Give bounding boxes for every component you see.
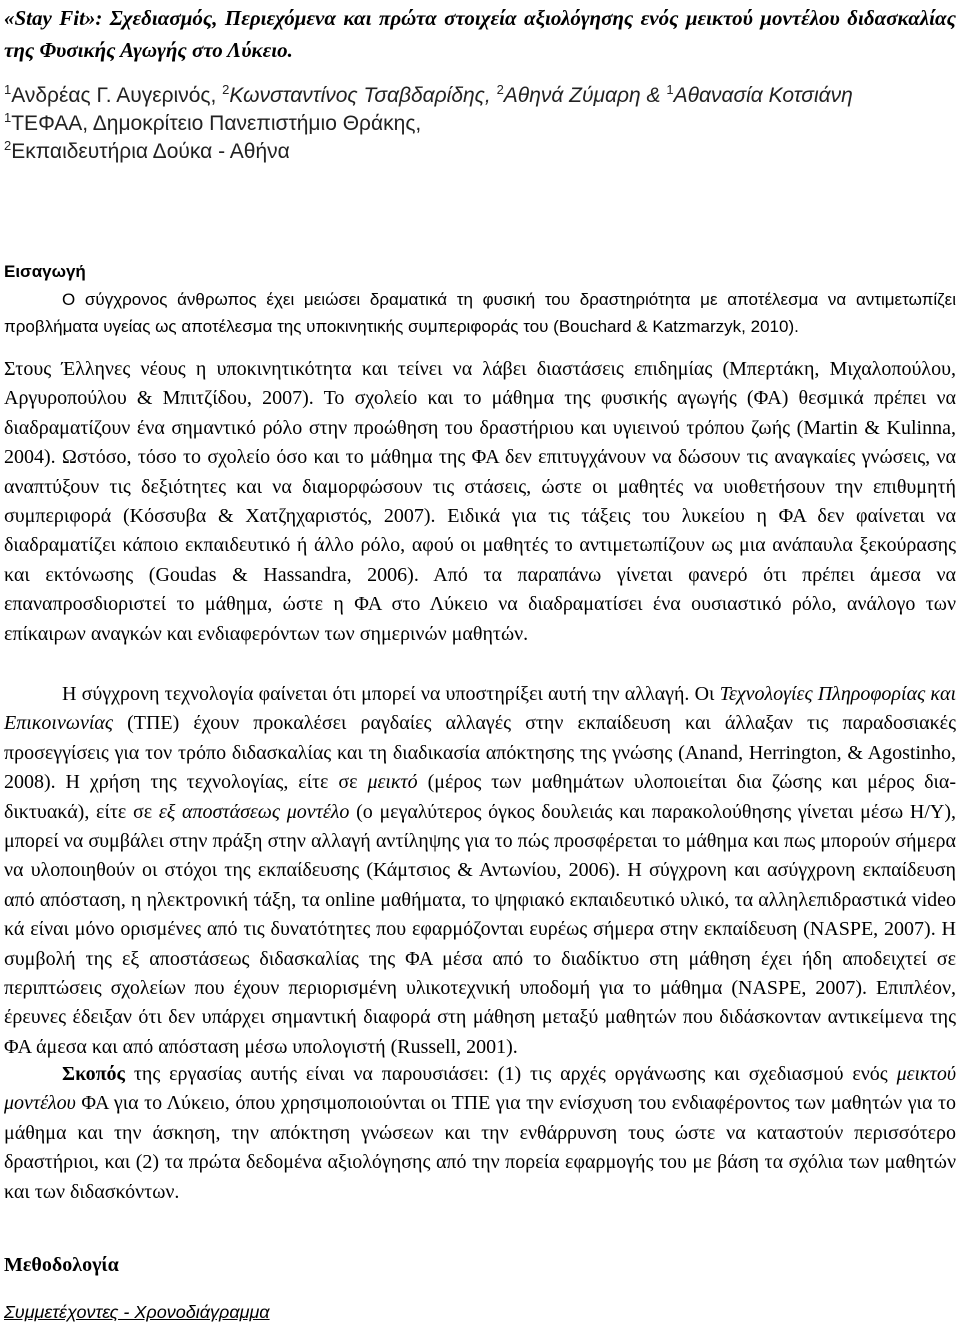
p2-italic-ict: Τεχνολογίες Πληροφορίας και Επικοινωνίας xyxy=(4,683,957,735)
affiliation-1 xyxy=(4,110,956,138)
aim-label: Σκοπός xyxy=(62,1063,125,1085)
intro-heading: Εισαγωγή xyxy=(4,262,86,281)
intro-paragraph-1: Ο σύγχρονος άνθρωπος έχει μειώσει δραματικά τη φυσική του δραστηριότητα με αποτέλεσμα να αντιμετωπίζει προβλήματα υγείας ως αποτέλεσμα της υποκινητικής συμπεριφοράς του (Bouchard & Katzmarzyk, 2010). xyxy=(4,290,956,336)
affiliation-mark: 2 xyxy=(4,138,12,153)
author-line xyxy=(4,82,956,110)
affiliation-mark: 1 xyxy=(4,82,12,97)
intro-paragraph-3 xyxy=(4,1060,956,1207)
participants-subheading: Συμμετέχοντες - Χρονοδιάγραμμα xyxy=(4,1302,270,1322)
p2-text-d: (ο μεγαλύτερος όγκος δουλειάς και παρακολούθησης γίνεται μέσω Η/Υ), μπορεί να συμβάλει στην πράξη στην αλλαγή αντίληψης για το πώς προσφέρεται το μάθημα και πως μπορούν σήμερα να υλοποιηθούν οι στόχοι της εκπαίδευσης (Κάμτσιος & Αντωνίου, 2006). Η σύγχρονη και ασύγχρονη εκπαίδευση από απόσταση, η ηλεκτρονική τάξη, τα online μαθήματα, το ψηφιακό εκπαιδευτικό υλικό, τα αλληλεπιδραστικά video κά είναι μόνο ορισμένες από τις δυνατότητες που εφαρμόζονται ευρέως σήμερα στην εκπαίδευση (NASPE, 2007). Η συμβολή της εξ αποστάσεως διδασκαλίας της ΦΑ μέσα από το διαδίκτυο στη μάθηση έχει ήδη αποδειχτεί σε περιπτώσεις σχολείων που έχουν περιορισμένη υλικοτεχνική υποδομή για το μάθημα (NASPE, 2007). Επιπλέον, έρευνες έδειξαν ότι δεν υπάρχει σημαντική διαφορά στη μάθηση μεταξύ μαθητών που διδάσκονταν αντικείμενα της ΦΑ άμεσα και από απόσταση μέσω υπολογιστή (Russell, 2001). xyxy=(4,800,956,1058)
paper-title xyxy=(4,2,956,66)
author-3: Αθηνά Ζύμαρη & xyxy=(503,84,667,107)
p2-text-b: (ΤΠΕ) έχουν προκαλέσει ραγδαίες αλλαγές στην εκπαίδευση και άλλαξαν τις παραδοσιακές προσεγγίσεις για τον τρόπο διδασκαλίας και τη διαδικασία απόκτησης της γνώσης (Anand, Herrington, & Agostinho, 2008). Η χρήση της τεχνολογίας, είτε σε xyxy=(4,712,956,794)
affiliation-1-text: ΤΕΦΑΑ, Δημοκρίτειο Πανεπιστήμιο Θράκης, xyxy=(11,112,422,135)
intro-paragraph-2 xyxy=(4,680,956,1062)
methodology-heading: Μεθοδολογία xyxy=(4,1254,119,1276)
title-lead: «Stay Fit» xyxy=(4,6,96,30)
affiliation-mark: 1 xyxy=(4,110,12,125)
intro-paragraph-1-continued: Στους Έλληνες νέους η υποκινητικότητα και τείνει να λάβει διαστάσεις επιδημίας (Μπερτάκη, Μιχαλοπούλου, Αργυροπούλου & Μπιτζίδου, 2007). Το σχολείο και το μάθημα της φυσικής αγωγής (ΦΑ) θεσμικά πρέπει να διαδραματίζουν ένα σημαντικό ρόλο στην προώθηση του δραστήριου και υγιεινού τρόπου ζωής (Martin & Kulinna, 2004). Ωστόσο, τόσο το σχολείο όσο και το μάθημα της ΦΑ δεν επιτυγχάνουν να δώσουν τις αναγκαίες γνώσεις, να αναπτύξουν τις δεξιότητες και να διαμορφώσουν τις στάσεις, ώστε οι μαθητές να υιοθετήσουν την επιθυμητή συμπεριφορά (Κόσσυβα & Χατζηχαριστός, 2007). Ειδικά για τις τάξεις του λυκείου η ΦΑ δεν φαίνεται να διαδραματίζει κάποιο εκπαιδευτικό ή άλλο ρόλο, αφού οι μαθητές το αντιμετωπίζουν ως μια ανάπαυλα ξεκούρασης και εκτόνωσης (Goudas & Hassandra, 2006). Από τα παραπάνω γίνεται φανερό ότι πρέπει άμεσα να επαναπροσδιοριστεί το μάθημα, ώστε η ΦΑ στο Λύκειο να διαδραματίσει ένα ουσιαστικό ρόλο, ανάλογο των επίκαιρων αναγκών και ενδιαφερόντων των σημερινών μαθητών. xyxy=(4,358,956,645)
p2-italic-distance: εξ αποστάσεως μοντέλο xyxy=(158,800,350,823)
p2-italic-mixed: μεικτό xyxy=(367,771,418,794)
affiliation-2-text: Εκπαιδευτήρια Δούκα - Αθήνα xyxy=(11,140,290,163)
affiliation-2 xyxy=(4,138,956,166)
author-1: Ανδρέας Γ. Αυγερινός, xyxy=(11,84,223,107)
p3-italic-model: μεικτού μοντέλου xyxy=(4,1063,956,1115)
p2-text-c: (μέρος των μαθημάτων υλοποιείται δια ζώσης και μέρος δια-δικτυακά), είτε σε xyxy=(4,771,957,823)
affiliation-mark: 2 xyxy=(222,82,230,97)
affiliation-mark: 2 xyxy=(496,82,504,97)
title-rest: : Σχεδιασμός, Περιεχόμενα και πρώτα στοιχεία αξιολόγησης ενός μεικτού μοντέλου διδασκαλίας της Φυσικής Αγωγής στο Λύκειο. xyxy=(4,6,956,62)
author-4: Αθανασία Κοτσιάνη xyxy=(673,84,853,107)
p3-text-b: ΦΑ για το Λύκειο, όπου χρησιμοποιούνται οι ΤΠΕ για την ενίσχυση του ενδιαφέροντος των μαθητών για το μάθημα και την άσκηση, την απόκτηση γνώσεων και την ενθάρρυνση τους ώστε να καταστούν περισσότερο δραστήριοι, και (2) τα πρώτα δεδομένα αξιολόγησης από την πορεία εφαρμογής του με βάση τα σχόλια των μαθητών και των διδασκόντων. xyxy=(4,1092,956,1203)
p3-text-a: της εργασίας αυτής είναι να παρουσιάσει: (1) τις αρχές οργάνωσης και σχεδιασμού ενός xyxy=(125,1063,897,1085)
author-2: Κωνσταντίνος Τσαβδαρίδης, xyxy=(229,84,497,107)
p2-text-a: Η σύγχρονη τεχνολογία φαίνεται ότι μπορεί να υποστηρίξει αυτή την αλλαγή. Οι xyxy=(62,683,720,705)
author-block xyxy=(4,82,956,166)
affiliation-mark: 1 xyxy=(666,82,674,97)
